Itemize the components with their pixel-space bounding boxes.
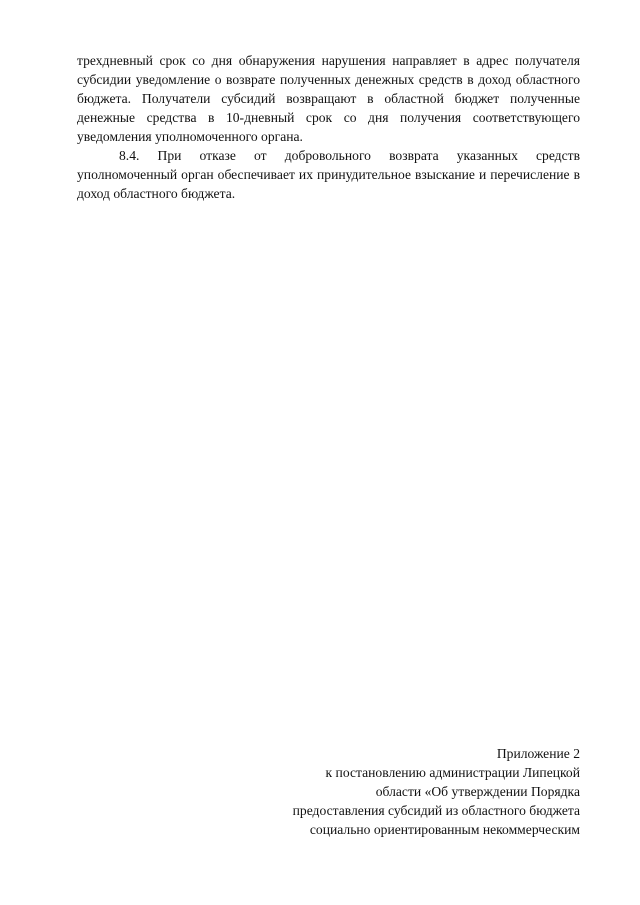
appendix-line: предоставления субсидий из областного бюджета xyxy=(292,803,580,818)
appendix-line: области «Об утверждении Порядка xyxy=(375,784,580,799)
paragraph-refund-notice: трехдневный срок со дня обнаружения нарушения направляет в адрес получателя субсидии уведомление о возврате полученных денежных средств в доход областного бюджета. Получатели субсидий возвращают в областной бюджет полученные денежные средства в 10-дневный срок со дня получения соответствующего уведомления уполномоченного органа. xyxy=(77,53,580,144)
appendix-line: социально ориентированным некоммерческим xyxy=(309,822,580,837)
appendix-header xyxy=(200,744,580,839)
paragraph-8-4: 8.4. При отказе от добровольного возврата указанных средств уполномоченный орган обеспечивает их принудительное взыскание и перечисление в доход областного бюджета. xyxy=(77,148,580,201)
document-body xyxy=(77,51,580,203)
appendix-line: к постановлению администрации Липецкой xyxy=(325,765,580,780)
appendix-line: Приложение 2 xyxy=(496,746,580,761)
